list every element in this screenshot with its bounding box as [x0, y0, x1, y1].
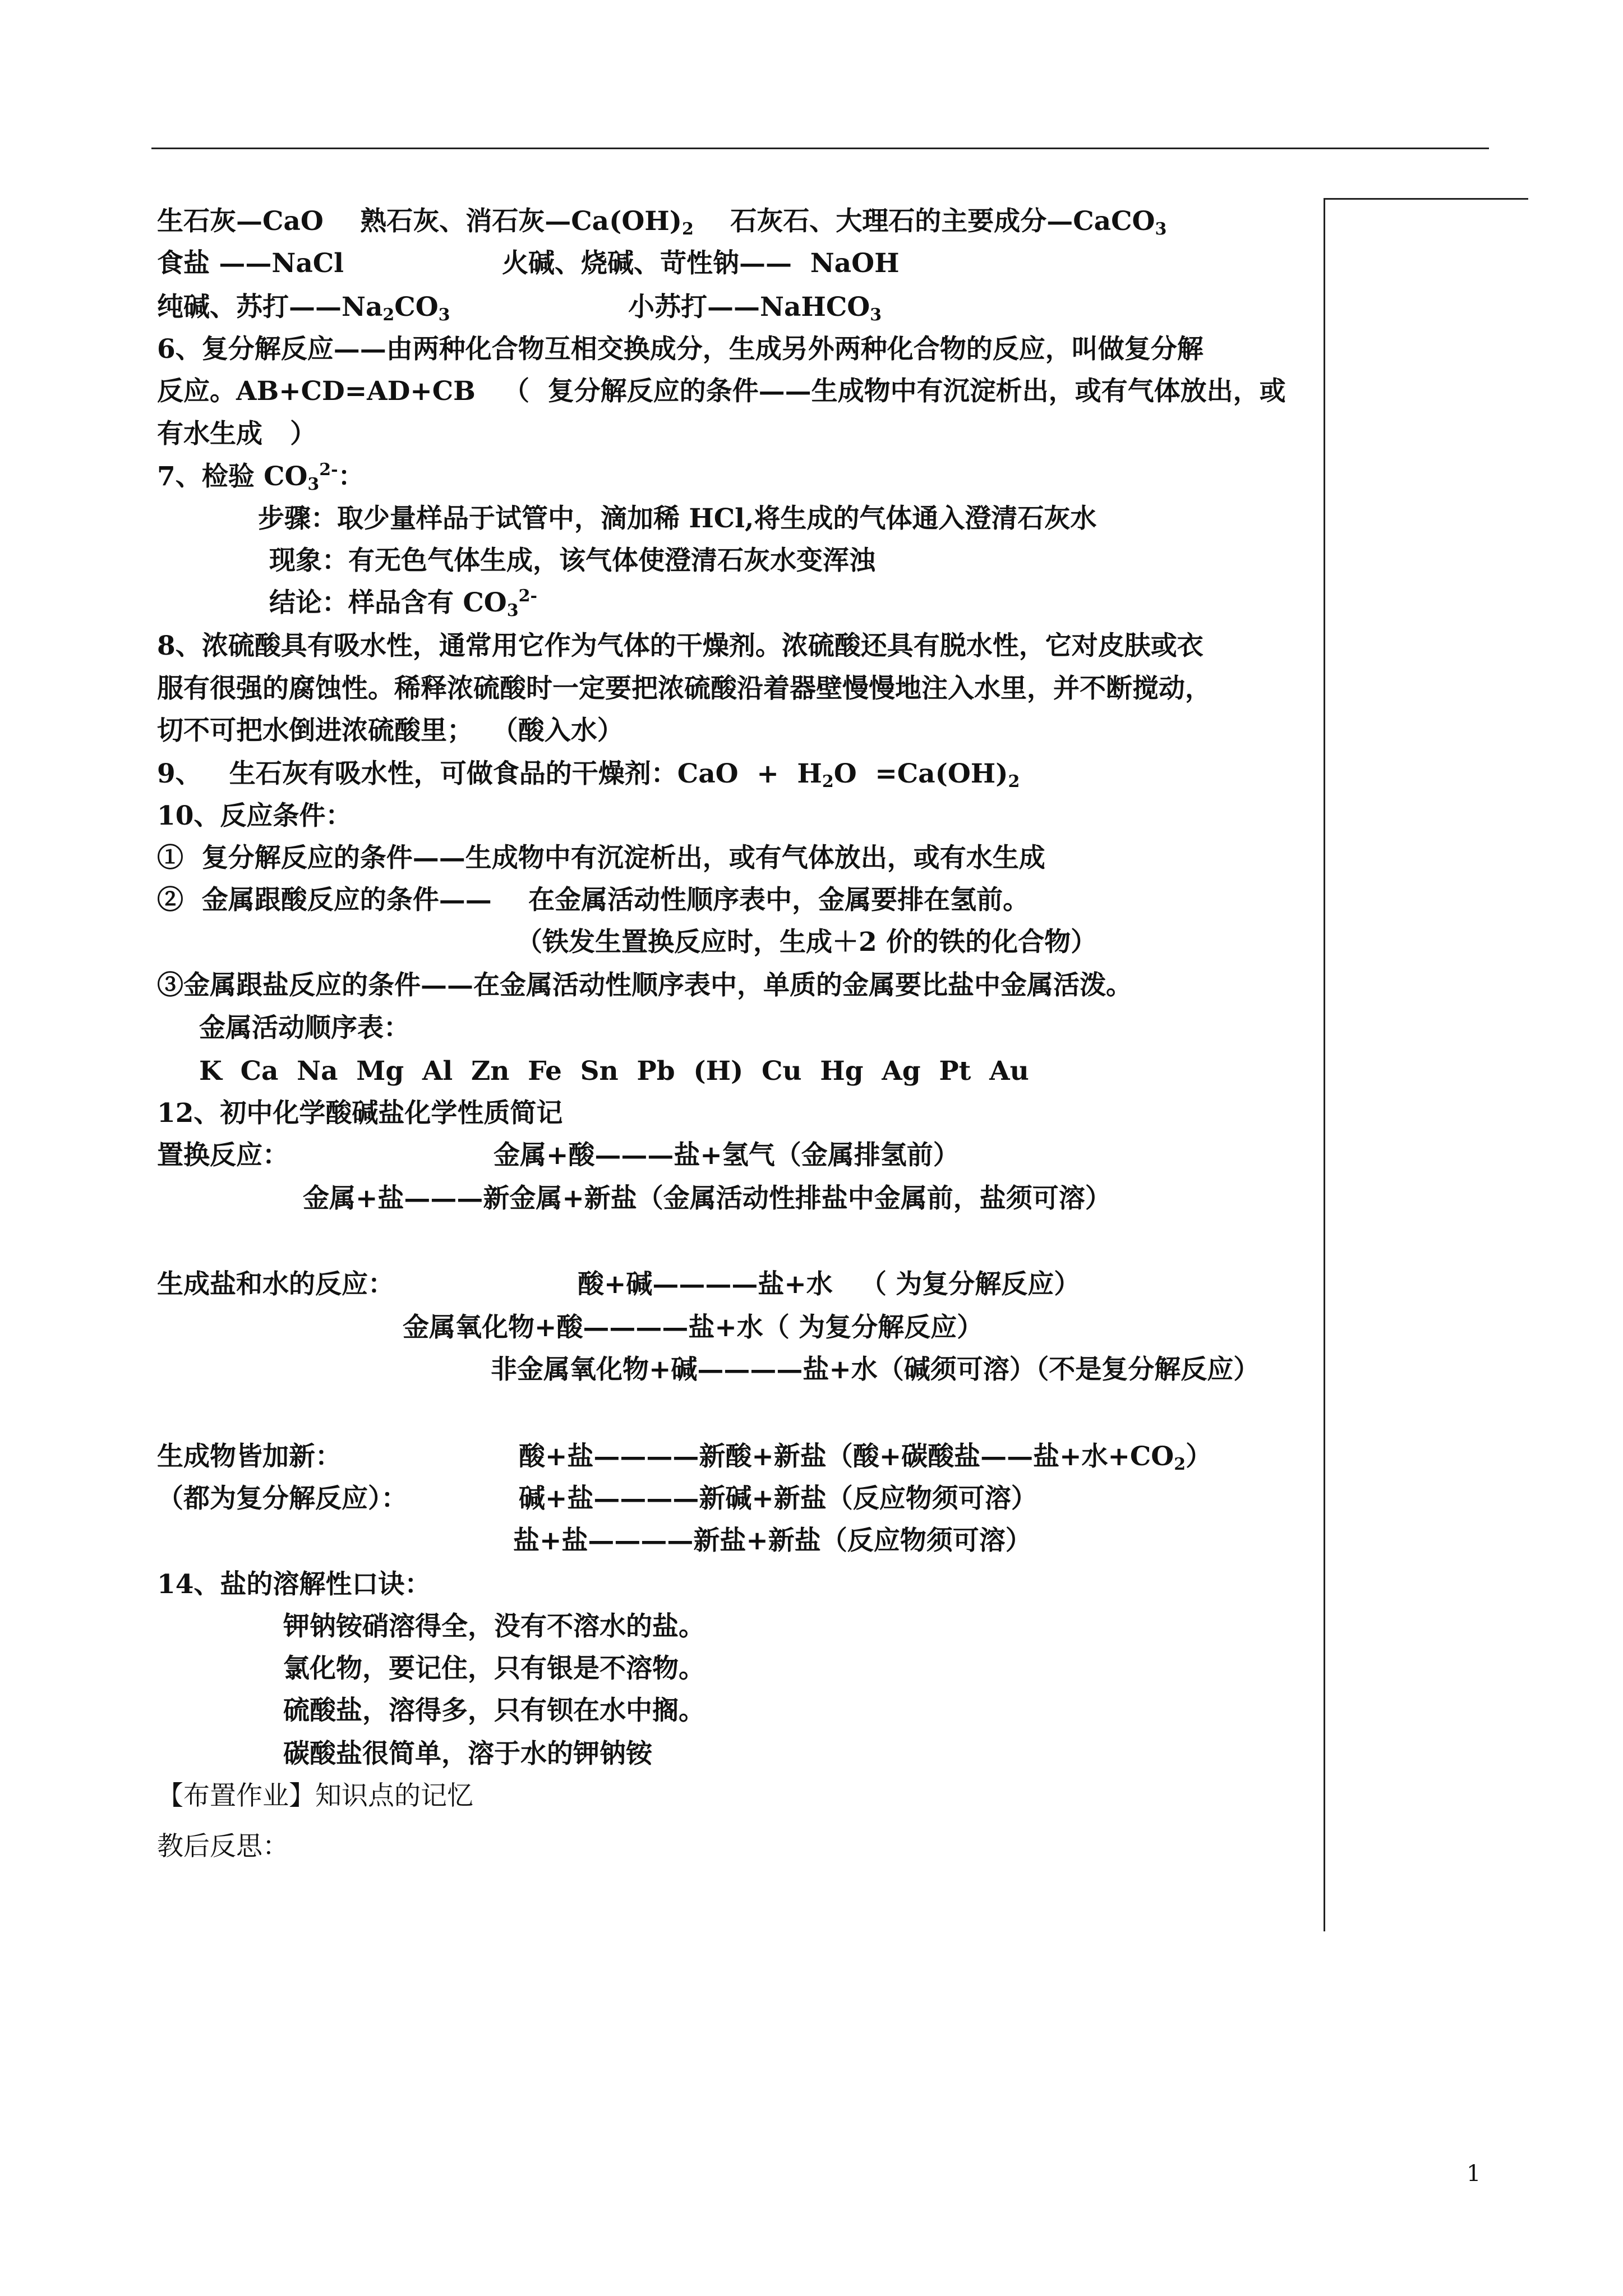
line-item-10: 10、反应条件：: [157, 800, 352, 831]
line-displacement-2: 金属+盐———新金属+新盐（金属活动性排盐中金属前，盐须可溶）: [303, 1183, 1112, 1214]
line-common-names-1: 生石灰—CaO 熟石灰、消石灰$—Ca(OH)_2$ 石灰石、大理石的主要成分—CaCO$_3$: [157, 206, 1167, 239]
table-column-divider: [1324, 198, 1325, 1931]
line-rhyme-1: 钾钠铵硝溶得全，没有不溶水的盐。: [283, 1611, 705, 1642]
line-item-6-c: 有水生成 ）: [157, 418, 317, 449]
line-item-10-1: ① 复分解反应的条件——生成物中有沉淀析出，或有气体放出，或有水生成: [157, 843, 1045, 873]
line-item-6-a: 6、复分解反应——由两种化合物互相交换成分，生成另外两种化合物的反应，叫做复分解: [157, 334, 1204, 365]
line-item-7: 7、检验 $CO_3^{2-}$：: [157, 460, 365, 494]
line-common-names-2b: 火碱、烧碱、苛性钠—— NaOH: [502, 248, 900, 279]
line-displacement-1: 金属+酸———盐+氢气（金属排氢前）: [494, 1140, 960, 1171]
line-item-7-conclusion: 结论：样品含有 $CO_3^{2-}$: [269, 586, 537, 620]
line-activity-series: K Ca Na Mg Al Zn Fe Sn Pb (H) Cu Hg Ag Pt Au: [199, 1056, 1029, 1087]
line-item-7-step: 步骤：取少量样品于试管中，滴加稀 HCl,将生成的气体通入澄清石灰水: [258, 503, 1097, 534]
line-item-8-a: 8、浓硫酸具有吸水性，通常用它作为气体的干燥剂。浓硫酸还具有脱水性，它对皮肤或衣: [157, 631, 1204, 661]
line-item-10-3: ③金属跟盐反应的条件——在金属活动性顺序表中，单质的金属要比盐中金属活泼。: [157, 970, 1132, 1001]
line-activity-title: 金属活动顺序表：: [199, 1013, 410, 1043]
line-reflection: 教后反思：: [157, 1831, 289, 1862]
line-salt-water-3: 非金属氧化物+碱————盐+水（碱须可溶）（不是复分解反应）: [491, 1354, 1260, 1385]
table-top-border: [1324, 198, 1528, 200]
line-item-9: 9、 生石灰有吸水性，可做食品的干燥剂：CaO + $H_2O =Ca(OH)_2$: [157, 758, 1020, 792]
line-item-10-2: ② 金属跟酸反应的条件—— 在金属活动性顺序表中，金属要排在氢前。: [157, 885, 1030, 915]
line-new-products-label: 生成物皆加新：: [157, 1441, 342, 1472]
line-rhyme-4: 碳酸盐很简单，溶于水的钾钠铵: [283, 1738, 652, 1769]
line-item-6-b: 反应。AB+CD=AD+CB （ 复分解反应的条件——生成物中有沉淀析出，或有气体放出，或: [157, 376, 1286, 407]
page-number: 1: [1467, 2161, 1481, 2187]
header-rule: [151, 148, 1489, 149]
line-salt-water-1: 酸+碱————盐+水 （ 为复分解反应）: [578, 1269, 1081, 1300]
line-common-names-3a: 纯碱、苏打$——Na_2CO_3$: [157, 292, 450, 325]
line-new-products-1: 酸+盐————新酸+新盐（酸+碳酸盐——盐+水$+CO_2$）: [519, 1441, 1212, 1474]
line-salt-water-label: 生成盐和水的反应：: [157, 1269, 394, 1300]
line-item-8-c: 切不可把水倒进浓硫酸里； （酸入水）: [157, 715, 624, 746]
line-new-products-note: （都为复分解反应）：: [157, 1483, 408, 1514]
line-new-products-3: 盐+盐————新盐+新盐（反应物须可溶）: [513, 1525, 1032, 1556]
line-item-8-b: 服有很强的腐蚀性。稀释浓硫酸时一定要把浓硫酸沿着器壁慢慢地注入水里，并不断搅动，: [157, 673, 1211, 704]
line-rhyme-3: 硫酸盐，溶得多，只有钡在水中搁。: [283, 1695, 705, 1726]
line-displacement-label: 置换反应：: [157, 1140, 289, 1171]
line-common-names-2a: 食盐 ——NaCl: [157, 248, 344, 279]
line-new-products-2: 碱+盐————新碱+新盐（反应物须可溶）: [519, 1483, 1038, 1514]
line-common-names-3b: 小苏打——NaHCO$_3$: [628, 292, 882, 325]
line-rhyme-2: 氯化物，要记住，只有银是不溶物。: [283, 1653, 705, 1684]
line-homework: 【布置作业】知识点的记忆: [157, 1780, 473, 1811]
line-item-7-phenomenon: 现象：有无色气体生成，该气体使澄清石灰水变浑浊: [269, 545, 875, 576]
line-item-10-2-note: （铁发生置换反应时，生成＋2 价的铁的化合物）: [516, 927, 1098, 958]
line-item-14: 14、盐的溶解性口诀：: [157, 1569, 431, 1600]
line-salt-water-2: 金属氧化物+酸————盐+水（ 为复分解反应）: [403, 1312, 984, 1343]
line-item-12: 12、初中化学酸碱盐化学性质简记: [157, 1098, 563, 1129]
